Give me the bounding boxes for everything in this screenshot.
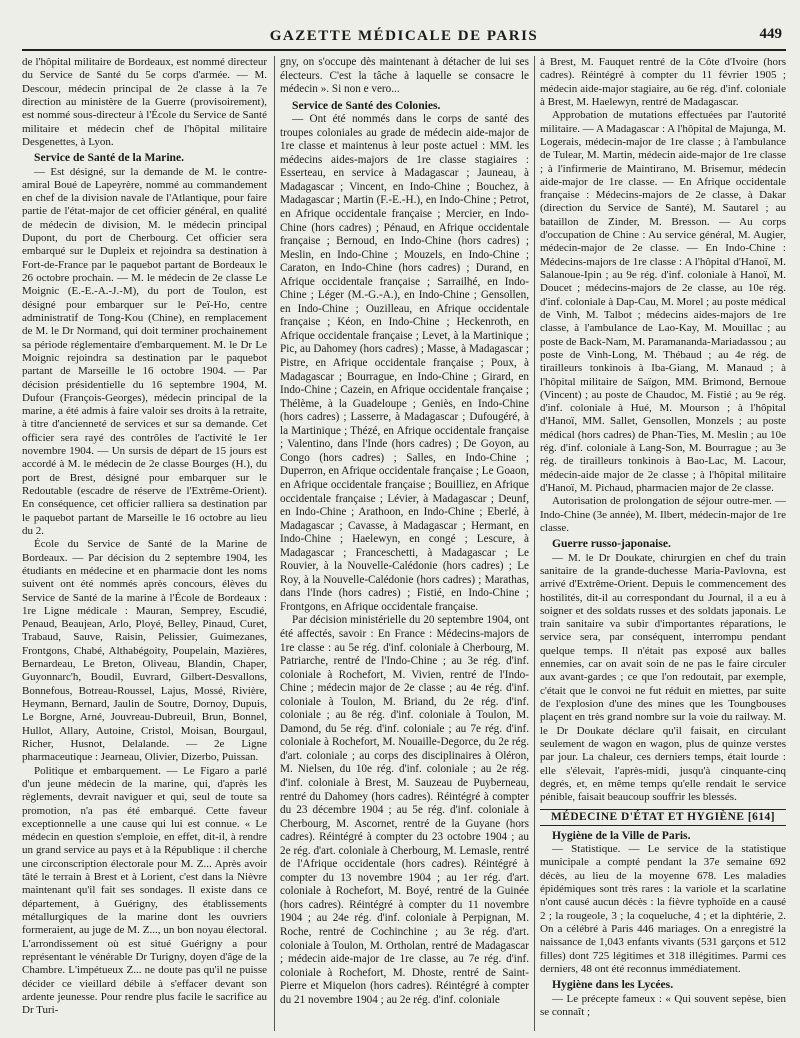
section-heading: Service de Santé de la Marine. [34, 151, 185, 165]
column-left [22, 56, 267, 1031]
running-header [22, 26, 786, 48]
section-heading: Hygiène de la Ville de Paris. [552, 828, 691, 842]
paragraph: — M. le Dr Doukate, chirurgien en chef du train sanitaire de la grande-duchesse Maria-Pavlovna, est arrivé d'Extrême-Orient. Depuis le commencement des hostilités, dit-il au correspondant du Journal, il a eu à soigner et des soldats russes et des soldats japonais. Le train sanitaire va subir d'importantes réparations, le service sera, par conséquent, interrompu pendant quelque temps. Il n'était pas exposé aux balles ennemies, car on avait soin de ne pas le faire circuler aux avant-gardes ; ce que l'on redoutait, par exemple, c'était que le convoi ne fut réduit en miettes, par suite de l'explosion d'une des mines que les Toungbouses plaçent en très grand nombre sur la voie du railway. M. le Dr Doukate déclare qu'il faisait, en circulant seulement de wagon en wagon, plus de quinze verstes par jour. La chaleur, ces derniers temps, était lourde : elle s'élevait, l'après-midi, jusqu'à cinquante-cinq degrés, et, en même temps qu'elle rendait le service pénible, faisait beaucoup souffrir les blessés. [540, 551, 786, 804]
section-heading: Service de Santé des Colonies. [292, 98, 441, 112]
paragraph: Approbation de mutations effectuées par l'autorité militaire. — A Madagascar : A l'hôpital de Majunga, M. Logerais, médecin-major de 1re classe ; à l'ambulance de Tulear, M. Martin, médecin aide-major de 1re classe ; à l'infirmerie de Maintirano, M. Brisemur, médecin aide-major de 1re classe. — En Afrique occidentale française : Médecins-majors de 2e classe, à Dakar (direction du Service de Santé), M. Sautarel ; au bataillon de Zinder, M. Bresson. — Au corps d'occupation de Chine : Au service général, M. Augier, médecin-major de 2e classe. — En Indo-Chine : Médecins-majors de 1re classe : A l'hôpital d'Hanoï, M. Salanoue-Ipin ; au 9e rég. d'inf. coloniale à Hanoï, M. Doucet ; médecins-majors de 2e classe, au 10e rég. d'inf. coloniale à Dap-Cau, M. Morel ; au poste médical de Vinh, M. Talbot ; médecins aides-majors de 1re classe, à l'ambulance de Lao-Kay, M. Mouillac ; au poste de Back-Nam, M. Paramananda-Mariadassou ; au poste de Vinh-Long, M. Thébaud ; au 4e rég. de tirailleurs tonkinois à Iba-Giang, M. Manaud ; à l'hôpital militaire de Saïgon, MM. Brimond, Bernoue (Vincent) ; au poste de Chaudoc, M. Fistié ; au 9e rég. d'inf. coloniale à Hué, M. Mourson ; à l'hôpital d'Hanoï, MM. Sallet, Gensollen, Monzels ; au poste médical (hors cadres) de Phan-Ties, M. Meslin ; au 10e rég. d'inf. coloniale à Lang-Son, M. Bourrague ; au 3e rég. de tirailleurs tonkinois à Bao-Lac, M. Lacour, médecin-aide major de 2e classe ; à l'hôpital militaire d'Hanoï, M. Pichaud, pharmacien major de 2e classe. [540, 109, 786, 494]
paragraph: à Brest, M. Fauquet rentré de la Côte d'Ivoire (hors cadres). Réintégré à compter du 11 février 1905 ; médecin aide-major stagiaire, au 6e rég. d'inf. coloniale à Brest, M. Haelewyn, rentré de Madagascar. [540, 56, 786, 108]
column-right [540, 56, 786, 1031]
paragraph: de l'hôpital militaire de Bordeaux, est nommé directeur du Service de Santé du 5e corps d'armée. — M. Descour, médecin principal de 2e classe à la 7e direction au ministère de la Guerre (provisoirement), est nommé sous-directeur à l'École du Service de Santé militaire et médecin chef de l'hôpital militaire Desgenettes, à Lyon. [22, 56, 267, 148]
column-middle [280, 56, 529, 1031]
paragraph: Politique et embarquement. — Le Figaro a parlé d'un jeune médecin de la marine, qui, d'après les règlements, devrait naviguer et qui, seul de toute sa promotion, n'a pas été embarqué. Cette faveur exceptionnelle a une cause qui lui est connue. « Le médecin en question s'emploie, en effet, dit-il, à rendre un grand service au pays et à la République : il cherche une circonscription électorale pour M. Z... Après avoir tâté le terrain à Brest et à Lorient, c'est dans la Nièvre maintenant qu'il fait ses sondages. Il existe dans ce département, à Guérigny, des établissements métallurgiques de la marine dont les ouvriers formeraient, au juge de M. Z..., un bon noyau électoral. L'arrondissement où est situé Guérigny a pour représentant le vénérable Dr Turigny, doyen d'âge de la Chambre. L'impétueux Z... ne doute pas qu'il ne puisse décider ce vieillard débile à s'effacer devant son ardente jeunesse. Pour rendre plus facile le sacrifice au Dr Turi- [22, 764, 267, 1017]
paragraph: École du Service de Santé de la Marine de Bordeaux. — Par décision du 2 septembre 1904, les étudiants en médecine et en pharmacie dont les noms suivent ont été nommés après concours, élèves du Service de Santé de la marine à l'École de Bordeaux : 1re Ligne médicale : Mauran, Semprey, Escudié, Penaud, Beaujean, Arlo, Ployé, Belley, Pinaud, Curet, Trabaud, Sauve, Raisin, Pelissier, Guimezanes, Frontgons, Chabé, Althabégoity, Poupelain, Mazières, Bernardeau, Le Breton, Oliveau, Blandin, Chaper, Guyonnarc'h, Boudil, Euvrard, Gilbert-Desvallons, Bonnefous, Botreau-Roussel, Lajus, Mossé, Rivière, Heymann, Bernard, Jaulin de Soutre, Dornoy, Dupuis, Le Borgne, Arné, Jouvreau-Dubreuil, Brun, Bonnel, Hullot, Allary, Autoine, Cristol, Moisan, Bourgaul, Richer, Husnot, Delalande. — 2e Ligne pharmaceutique : Jearneau, Olivier, Dizerbo, Puissan. [22, 538, 267, 764]
paragraph: — Est désigné, sur la demande de M. le contre-amiral Boué de Lapeyrère, nommé au commandement en chef de la division navale de l'Atlantique, pour faire partie de l'état-major de cet officier général, en qualité de médecin de division, M. le médecin principal Dupont, du port de Cherbourg. Cet officier sera embarqué sur le Dupleix et rejoindra sa destination à Fort-de-France par le paquebot partant de Bordeaux le 26 octobre prochain. — M. le médecin de 2e classe Le Moignic (E.-E.-A.-J.-M), du port de Toulon, est désigné pour embarquer sur le Peï-Ho, centre administratif de Tong-Kou (Chine), en remplacement de M. le Dr Normand, qui doit terminer prochainement sa période réglementaire d'embarquement. M. le Dr Le Moignic rejoindra sa destination par le paquebot partant de Marseille le 16 octobre 1904. — Par décision présidentielle du 16 septembre 1904, M. Dufour (François-Georges), médecin principal de la marine, a été admis à faire valoir ses droits à la retraite, à titre d'ancienneté de services et sur sa demande. Cet officier sera rayé des contrôles de l'activité le 1er novembre 1904. — Un sursis de départ de 15 jours est accordé à M. le médecin de 2e classe Bourges (H.), du port de Brest, désigné pour embarquer sur le Redoutable (escadre de réserve de l'Extrême-Orient). En conséquence, cet officier ralliera sa destination par le paquebot partant de Marseille le 16 octobre au lieu du 2. [22, 165, 267, 537]
paragraph: — Statistique. — Le service de la statistique municipale a compté pendant la 37e semaine 692 décès, au lieu de la moyenne 678. Les maladies épidémiques sont très rares : la variole et la scarlatine n'ont causé aucun décès : la fièvre typhoïde en a causé 2 ; la rougeole, 3 ; la coqueluche, 4 ; et la diphtérie, 2. On a célébré à Paris 446 mariages. On a enregistré la naissance de 1,043 enfants vivants (531 garçons et 512 filles) dont 725 légitimes et 318 illégitimes. Parmi ces derniers, 48 ont été reconnus immédiatement. [540, 843, 786, 975]
section-heading: Guerre russo-japonaise. [552, 537, 671, 551]
section-heading: Hygiène dans les Lycées. [552, 978, 674, 992]
paragraph: gny, on s'occupe dès maintenant à détacher de lui ses électeurs. C'est la tâche à laquelle se consacre le médecin ». Si non e vero... [280, 56, 529, 96]
header-rule [22, 49, 786, 51]
paragraph: — Ont été nommés dans le corps de santé des troupes coloniales au grade de médecin aide-major de 1re classe et maintenus à leur poste actuel : MM. les médecins aides-majors de 1re classe stagiaires : Esserteau, en service à Madagascar ; Jauneau, à Madagascar ; Vincent, en Indo-Chine ; Bouchez, à Madagascar ; Martin (F.-E.-H.), en Indo-Chine ; Petrot, en Afrique occidentale française ; Mercier, en Indo-Chine (hors cadres) ; Pénaud, en Afrique occidentale française ; Bernoud, en Indo-Chine (hors cadres) ; Meslin, en Indo-Chine ; Mouzels, en Indo-Chine ; Caraton, en Indo-Chine (hors cadres) ; Durand, en Afrique occidentale française ; Sarrailhé, en Indo-Chine ; Léger (M.-G.-A.), en Indo-Chine ; Gensollen, en Indo-Chine ; Ouzilleau, en Afrique occidentale française ; Kéon, en Indo-Chine ; Heckenroth, en Afrique occidentale française ; Levet, à la Martinique ; Pic, au Dahomey (hors cadres) ; Masse, à Madagascar ; Pistre, en Afrique occidentale française ; Poux, à Madagascar ; Bourrague, en Indo-Chine ; Girard, en Indo-Chine ; Cazein, en Afrique occidentale française ; Thélème, à la Guadeloupe ; Geniès, en Indo-Chine (hors cadres) ; Lasserre, à Madagascar ; Dufougéré, à la Martinique ; Thézé, en Afrique occidentale française ; Valentino, dans l'Inde (hors cadres) ; De Goyon, au Congo (hors cadres) ; Salles, en Indo-Chine ; Duperron, en Afrique occidentale française ; Le Goaon, en Afrique occidentale française ; Bouilliez, en Afrique occidentale française ; Lévier, à Madagascar ; Deunf, en Indo-Chine ; Arathoon, en Indo-Chine ; Eberlé, à Madagascar ; Cavasse, à Madagascar ; Hermant, en Indo-Chine ; Haelewyn, en congé ; Lescure, à Madagascar ; Franceschetti, à Madagascar ; Le Rouvier, à la Nouvelle-Calédonie (hors cadres) ; Le Roy, à la Nouvelle-Calédonie (hors cadres) ; Marathas, dans l'Inde (hors cadres) ; Fistié, en Indo-Chine ; Frontgons, en Afrique occidentale française. [280, 113, 529, 613]
paragraph: Autorisation de prolongation de séjour outre-mer. — Indo-Chine (3e année), M. Ilbert, médecin-major de 1re classe. [540, 495, 786, 534]
column-divider [534, 56, 535, 1031]
column-divider [274, 56, 275, 1031]
rubric-heading: MÉDECINE D'ÉTAT ET HYGIÈNE [614] [540, 809, 786, 826]
paragraph: — Le précepte fameux : « Qui souvent sepèse, bien se connaît ; [540, 992, 786, 1018]
journal-title: GAZETTE MÉDICALE DE PARIS [269, 28, 539, 44]
page-number: 449 [759, 26, 782, 42]
paragraph: Par décision ministérielle du 20 septembre 1904, ont été affectés, savoir : En France : Médecins-majors de 1re classe : au 5e rég. d'inf. coloniale à Cherbourg, M. Patriarche, rentré de l'Indo-Chine ; au 3e rég. d'inf. coloniale à Rochefort, M. Vivien, rentré de l'Indo-Chine ; médecin major de 2e classe ; au 4e rég. d'inf. coloniale à Toulon, M. Briand, du 2e rég. d'inf. coloniale ; au 8e rég. d'inf. coloniale à Toulon, M. Damond, du 5e rég. d'inf. coloniale ; au 7e rég. d'inf. coloniale à Rochefort, M. Nouaille-Degorce, du 2e rég. d'art. coloniale ; au corps des disciplinaires à Oléron, M. Nielsen, du 10e rég. d'inf. coloniale ; au 2e rég. d'inf. coloniale à Brest, M. Sauzeau de Puyberneau, rentré du Dahomey (hors cadres). Réintégré à compter du 23 décembre 1904 ; au 5e rég. d'inf. coloniale à Cherbourg, M. Ascornet, rentré de la Guyane (hors cadres). Réintégré à compter du 23 octobre 1904 ; au 2e rég. d'art. coloniale à Cherbourg, M. Lemasle, rentré de l'Afrique occidentale (hors cadres). Réintégré à compter du 13 novembre 1904 ; au 1er rég. d'art. coloniale à Rochefort, M. Boyé, rentré de la Guinée (hors cadres). Réintégré à compter du 11 novembre 1904 ; au 24e rég. d'inf. coloniale à Perpignan, M. Roche, rentré de Cochinchine ; au 3e rég. d'art. coloniale à Toulon, M. Ortholan, rentré de Madagascar ; médecin aide-major de 1re classe, au 7e rég. d'inf. coloniale à Rochefort, M. Dhoste, rentré de Saint-Pierre et Miquelon (hors cadres). Réintégré à compter du 21 novembre 1904 ; au 2e rég. d'inf. coloniale [280, 614, 529, 1006]
